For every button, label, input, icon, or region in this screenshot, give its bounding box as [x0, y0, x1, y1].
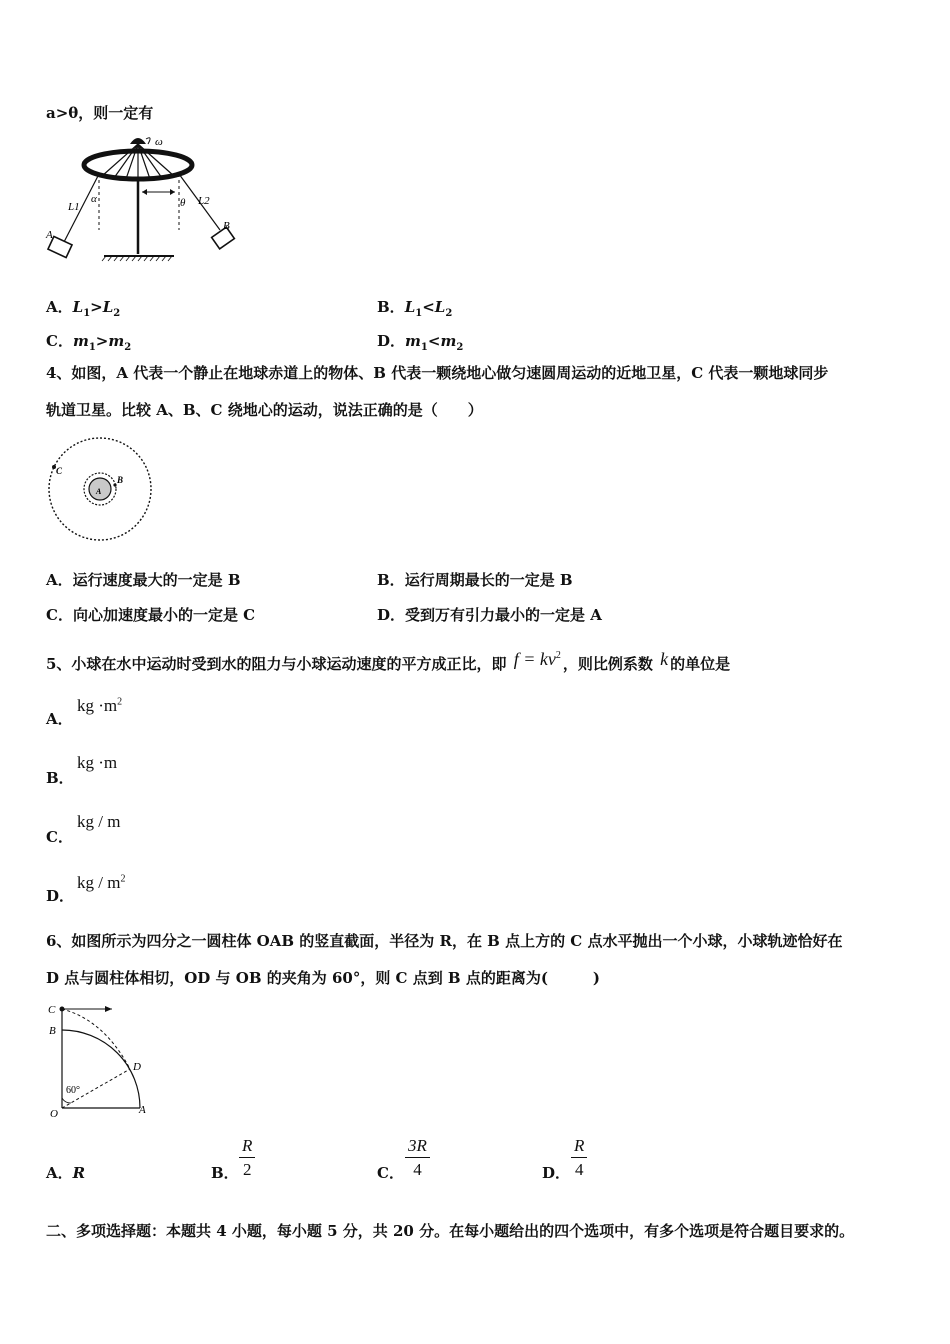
- q5-formula: $f = kv^2$: [513, 649, 561, 669]
- q5-option-a-label[interactable]: A．: [46, 710, 73, 728]
- omega-label: ω: [155, 136, 163, 148]
- section-2-heading: 二、多项选择题：本题共 4 小题，每小题 5 分，共 20 分。在每小题给出的四个选项中，有多个选项是符合题目要求的。: [46, 1222, 855, 1240]
- q5-option-d-label[interactable]: D．: [46, 887, 75, 905]
- q5-stem: 5、小球在水中运动时受到水的阻力与小球运动速度的平方成正比，即 $f = kv^2$ ，则比例系数 k 的单位是: [46, 649, 731, 673]
- q3-option-b[interactable]: B．$L_1<L_2$: [377, 298, 453, 319]
- point-a-label: A: [139, 1104, 146, 1116]
- q6-stem-line-1: 6、如图所示为四分之一圆柱体 OAB 的竖直截面，半径为 R，在 B 点上方的 C 点水平抛出一个小球，小球轨迹恰好在: [46, 932, 843, 950]
- block-b-label: B: [223, 220, 230, 232]
- q3-option-a[interactable]: A．$L_1>L_2$: [46, 298, 121, 319]
- obj-a-label: A: [96, 487, 102, 496]
- q6-option-d-label[interactable]: D．: [542, 1164, 571, 1182]
- q5-option-b-label[interactable]: B．: [46, 769, 74, 787]
- q5-option-a-unit[interactable]: kg $\cdot m^2$: [77, 696, 123, 715]
- q6-option-b-fraction[interactable]: $\frac{R}{2}$: [239, 1136, 255, 1180]
- q6-option-d-fraction[interactable]: $\frac{R}{4}$: [571, 1136, 587, 1180]
- alpha-label: α: [91, 193, 97, 205]
- q4-figure-orbits: [44, 434, 156, 546]
- point-d-label: D: [133, 1061, 141, 1073]
- point-o-label: O: [50, 1108, 58, 1120]
- sat-c-label: C: [56, 466, 63, 476]
- q3-tail-text: a>θ，则一定有: [46, 104, 154, 122]
- q6-option-b-label[interactable]: B．: [211, 1164, 239, 1182]
- q4-option-a[interactable]: A．运行速度最大的一定是 B: [46, 571, 241, 589]
- q3-option-d[interactable]: D．$m_1<m_2$: [377, 332, 464, 353]
- q6-option-c-label[interactable]: C．: [377, 1164, 404, 1182]
- point-c-label: C: [48, 1004, 56, 1016]
- point-b-label: B: [49, 1025, 56, 1037]
- q3-option-c[interactable]: C．$m_1>m_2$: [46, 332, 132, 353]
- L2-label: L2: [198, 195, 210, 207]
- q5-option-d-unit[interactable]: kg / $m^2$: [77, 873, 126, 892]
- angle-label: 60°: [66, 1085, 80, 1096]
- q6-option-a[interactable]: A．R: [46, 1164, 86, 1182]
- q3-figure-rotating-ring: [42, 130, 252, 270]
- quarter-arc: [62, 1030, 140, 1108]
- q4-option-b[interactable]: B．运行周期最长的一定是 B: [377, 571, 573, 589]
- q4-stem-line-2: 轨道卫星。比较 A、B、C 绕地心的运动，说法正确的是（ ）: [46, 401, 483, 419]
- sat-b-label: B: [117, 475, 124, 485]
- q5-option-c-label[interactable]: C．: [46, 828, 73, 846]
- L1-label: L1: [68, 201, 80, 213]
- q6-option-c-fraction[interactable]: $\frac{3R}{4}$: [405, 1136, 430, 1180]
- theta-label: θ: [180, 197, 186, 209]
- q5-k: k: [660, 649, 669, 669]
- q4-option-d[interactable]: D．受到万有引力最小的一定是 A: [377, 606, 602, 624]
- q6-stem-line-2: D 点与圆柱体相切，OD 与 OB 的夹角为 60°，则 C 点到 B 点的距离为( ): [46, 969, 601, 987]
- block-a-label: A: [46, 229, 53, 241]
- q5-option-b-unit[interactable]: kg ·m: [77, 753, 118, 772]
- q4-stem-line-1: 4、如图，A 代表一个静止在地球赤道上的物体、B 代表一颗绕地心做匀速圆周运动的近地卫星，C 代表一颗地球同步: [46, 364, 829, 382]
- q4-option-c[interactable]: C．向心加速度最小的一定是 C: [46, 606, 256, 624]
- q6-figure-quarter-cylinder: [44, 998, 156, 1120]
- q5-option-c-unit[interactable]: kg / m: [77, 812, 121, 831]
